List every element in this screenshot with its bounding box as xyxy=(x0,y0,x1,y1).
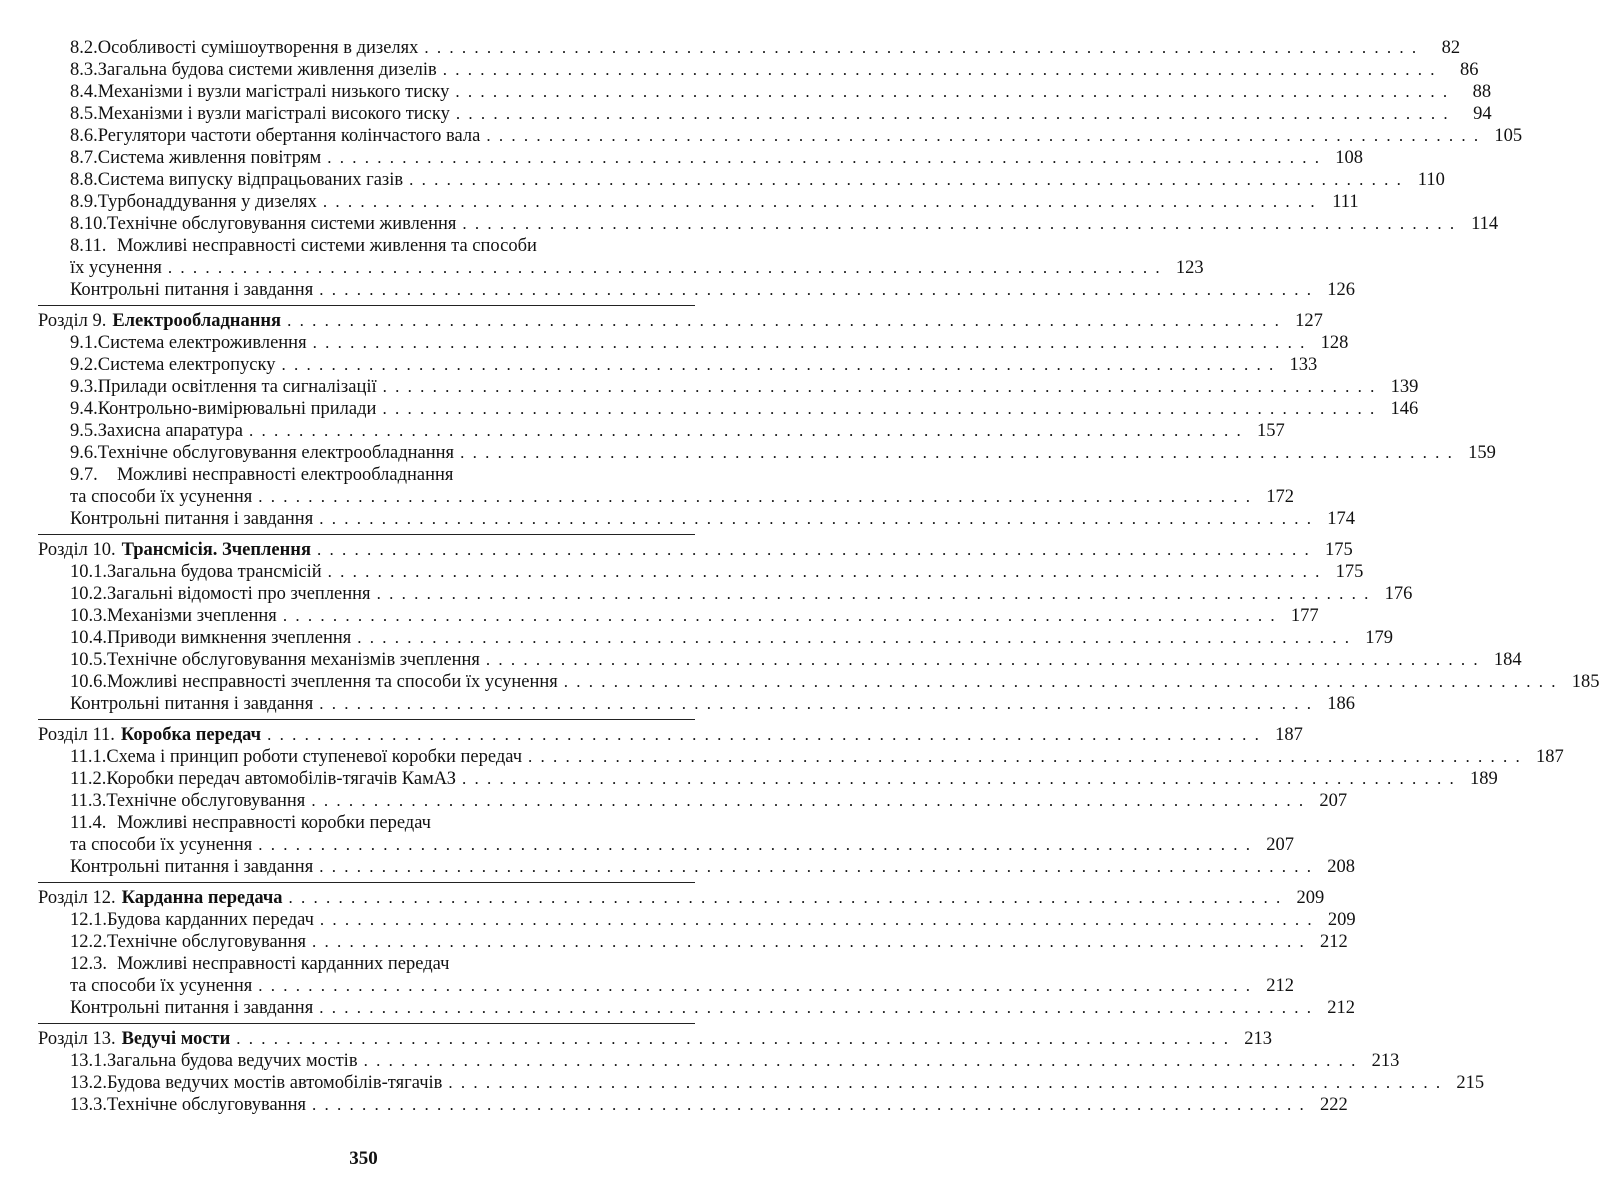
dot-leader: . . . . . . . . . . . . . . . . . . . . . . . . . . . . . . . . . . . . . . . . . . . . . . . . . . . . . . . . . . . . . . . . . . . . . . . . . . . . . . . . xyxy=(442,60,1437,79)
toc-chapter-row[interactable] xyxy=(0,1028,1273,1050)
page-ref: 184 xyxy=(1493,650,1522,670)
dot-leader: . . . . . . . . . . . . . . . . . . . . . . . . . . . . . . . . . . . . . . . . . . . . . . . . . . . . . . . . . . . . . . . . . . . . . . . . . . . . . . . . xyxy=(312,932,1306,951)
page-ref: 187 xyxy=(1275,725,1303,745)
section-title: Турбонаддування у дизелях xyxy=(97,192,317,212)
page-ref: 127 xyxy=(1295,311,1323,331)
section-title: Технічне обслуговування xyxy=(107,1095,306,1115)
page-ref: 133 xyxy=(1289,355,1318,375)
section-number: 10.1. xyxy=(70,562,107,582)
section-title: Загальні відомості про зчеплення xyxy=(107,584,371,604)
section-number: 8.2. xyxy=(70,38,98,58)
section-title: Регулятори частоти обертання колінчастого вала xyxy=(97,126,481,146)
dot-leader: . . . . . . . . . . . . . . . . . . . . . . . . . . . . . . . . . . . . . . . . . . . . . . . . . . . . . . . . . . . . . . . . . . . . . . . . . . . . . . . . xyxy=(409,170,1403,189)
section-number: 9.5. xyxy=(70,421,98,441)
toc-entry-row[interactable] xyxy=(0,834,1295,856)
page-ref: 123 xyxy=(1175,258,1204,278)
page-ref: 177 xyxy=(1290,606,1319,626)
section-divider xyxy=(38,882,695,883)
page-ref: 186 xyxy=(1327,694,1355,714)
toc-entry-row[interactable] xyxy=(0,975,1295,997)
toc-entry-row[interactable] xyxy=(0,442,1496,464)
toc-entry-row[interactable] xyxy=(0,746,1564,768)
dot-leader: . . . . . . . . . . . . . . . . . . . . . . . . . . . . . . . . . . . . . . . . . . . . . . . . . . . . . . . . . . . . . . . . . . . . . . . . . . . . . . . . xyxy=(319,857,1313,876)
section-title: Система випуску відпрацьованих газів xyxy=(97,170,404,190)
dot-leader: . . . . . . . . . . . . . . . . . . . . . . . . . . . . . . . . . . . . . . . . . . . . . . . . . . . . . . . . . . . . . . . . . . . . . . . . . . . . . . . . xyxy=(236,1029,1231,1048)
toc-chapter-row[interactable] xyxy=(0,724,1303,746)
page-ref: 175 xyxy=(1324,540,1353,560)
section-title: Технічне обслуговування системи живлення xyxy=(107,214,457,234)
page-ref: 209 xyxy=(1327,910,1356,930)
section-number: 9.3. xyxy=(70,377,98,397)
chapter-title: Ведучі мости xyxy=(121,1029,231,1049)
toc-entry-row[interactable] xyxy=(0,1072,1485,1094)
section-title: Коробки передач автомобілів-тягачів КамАЗ xyxy=(106,769,456,789)
section-title: Будова ведучих мостів автомобілів-тягачів xyxy=(107,1073,443,1093)
toc-entry-row[interactable] xyxy=(0,693,1355,715)
toc-entry-row[interactable] xyxy=(0,213,1499,235)
section-number: 10.5. xyxy=(70,650,107,670)
dot-leader: . . . . . . . . . . . . . . . . . . . . . . . . . . . . . . . . . . . . . . . . . . . . . . . . . . . . . . . . . . . . . . . . . . . . . . . . . . . . . . . . xyxy=(461,769,1456,788)
section-title: Можливі несправності коробки передач xyxy=(117,813,431,833)
section-title: та способи їх усунення xyxy=(70,976,253,996)
toc-chapter-row[interactable] xyxy=(0,310,1323,332)
section-title: Система електроживлення xyxy=(97,333,307,353)
dot-leader: . . . . . . . . . . . . . . . . . . . . . . . . . . . . . . . . . . . . . . . . . . . . . . . . . . . . . . . . . . . . . . . . . . . . . . . . . . . . . . . . xyxy=(312,1095,1306,1114)
toc-entry-row[interactable] xyxy=(0,191,1359,213)
page-ref: 213 xyxy=(1244,1029,1273,1049)
toc-entry-row[interactable] xyxy=(0,354,1318,376)
section-number: 9.2. xyxy=(70,355,98,375)
section-title: Система живлення повітрям xyxy=(97,148,322,168)
section-title: Прилади освітлення та сигналізації xyxy=(97,377,377,397)
section-number: 12.1. xyxy=(70,910,107,930)
section-number: 9.1. xyxy=(70,333,98,353)
section-title: Контрольні питання і завдання xyxy=(70,694,314,714)
page-ref: 175 xyxy=(1335,562,1364,582)
section-title: Технічне обслуговування механізмів зчеплення xyxy=(107,650,480,670)
dot-leader: . . . . . . . . . . . . . . . . . . . . . . . . . . . . . . . . . . . . . . . . . . . . . . . . . . . . . . . . . . . . . . . . . . . . . . . . . . . . . . . . xyxy=(287,311,1281,330)
chapter-title: Трансмісія. Зчеплення xyxy=(121,540,311,560)
dot-leader: . . . . . . . . . . . . . . . . . . . . . . . . . . . . . . . . . . . . . . . . . . . . . . . . . . . . . . . . . . . . . . . . . . . . . . . . . . . . . . . . xyxy=(322,192,1317,211)
section-title: Контрольні питання і завдання xyxy=(70,998,314,1018)
dot-leader: . . . . . . . . . . . . . . . . . . . . . . . . . . . . . . . . . . . . . . . . . . . . . . . . . . . . . . . . . . . . . . . . . . . . . . . . . . . . . . . . xyxy=(455,82,1450,101)
section-divider xyxy=(38,305,695,306)
toc-entry-row[interactable] xyxy=(0,909,1356,931)
toc-entry-row[interactable] xyxy=(0,235,727,257)
page-ref: 157 xyxy=(1256,421,1285,441)
toc-entry-row[interactable] xyxy=(0,420,1285,442)
section-number: 8.9. xyxy=(70,192,98,212)
section-title: Технічне обслуговування xyxy=(106,791,306,811)
toc-entry-row[interactable] xyxy=(0,147,1364,169)
toc-entry-row[interactable] xyxy=(0,649,1522,671)
toc-entry-row[interactable] xyxy=(0,790,1348,812)
table-of-contents xyxy=(0,37,1600,1116)
page-ref: 207 xyxy=(1319,791,1348,811)
dot-leader: . . . . . . . . . . . . . . . . . . . . . . . . . . . . . . . . . . . . . . . . . . . . . . . . . . . . . . . . . . . . . . . . . . . . . . . . . . . . . . . . xyxy=(282,606,1277,625)
section-number: 8.3. xyxy=(70,60,98,80)
toc-entry-row[interactable] xyxy=(0,332,1349,354)
section-number: 8.8. xyxy=(70,170,98,190)
page-ref: 86 xyxy=(1459,60,1479,80)
toc-entry-row[interactable] xyxy=(0,1094,1348,1116)
page-ref: 94 xyxy=(1473,104,1492,124)
page-ref: 110 xyxy=(1417,170,1445,190)
page-ref: 215 xyxy=(1456,1073,1485,1093)
dot-leader: . . . . . . . . . . . . . . . . . . . . . . . . . . . . . . . . . . . . . . . . . . . . . . . . . . . . . . . . . . . . . . . . . . . . . . . . . . . . . . . . xyxy=(563,672,1558,691)
section-number: 13.1. xyxy=(70,1051,107,1071)
section-title: Загальна будова системи живлення дизелів xyxy=(97,60,437,80)
section-title: Контрольно-вимірювальні прилади xyxy=(97,399,377,419)
section-title: їх усунення xyxy=(70,258,162,278)
dot-leader: . . . . . . . . . . . . . . . . . . . . . . . . . . . . . . . . . . . . . . . . . . . . . . . . . . . . . . . . . . . . . . . . . . . . . . . . . . . . . . . . xyxy=(316,540,1311,559)
section-number: 9.6. xyxy=(70,443,98,463)
page-ref: 212 xyxy=(1327,998,1355,1018)
toc-entry-row[interactable] xyxy=(0,812,727,834)
dot-leader: . . . . . . . . . . . . . . . . . . . . . . . . . . . . . . . . . . . . . . . . . . . . . . . . . . . . . . . . . . . . . . . . . . . . . . . . . . . . . . . . xyxy=(363,1051,1358,1070)
section-title: Можливі несправності електрообладнання xyxy=(117,465,454,485)
section-title: Контрольні питання і завдання xyxy=(70,509,314,529)
section-number: 9.4. xyxy=(70,399,98,419)
toc-entry-row[interactable] xyxy=(0,81,1492,103)
toc-entry-row[interactable] xyxy=(0,856,1355,878)
toc-entry-row[interactable] xyxy=(0,561,1364,583)
page-ref: 187 xyxy=(1536,747,1564,767)
section-title: Особливості сумішоутворення в дизелях xyxy=(97,38,419,58)
section-title: Приводи вимкнення зчеплення xyxy=(107,628,352,648)
page-ref: 208 xyxy=(1327,857,1355,877)
section-title: Контрольні питання і завдання xyxy=(70,857,314,877)
section-number: 11.2. xyxy=(70,769,107,789)
chapter-title: Електрообладнання xyxy=(112,311,282,331)
toc-entry-row[interactable] xyxy=(0,768,1498,790)
section-title: Будова карданних передач xyxy=(107,910,314,930)
page-number: 350 xyxy=(349,1148,378,1169)
section-number: 8.6. xyxy=(70,126,98,146)
page-ref: 212 xyxy=(1320,932,1348,952)
toc-chapter-row[interactable] xyxy=(0,539,1353,561)
page-ref: 82 xyxy=(1441,38,1461,58)
section-title: Можливі несправності зчеплення та способи їх усунення xyxy=(107,672,558,692)
dot-leader: . . . . . . . . . . . . . . . . . . . . . . . . . . . . . . . . . . . . . . . . . . . . . . . . . . . . . . . . . . . . . . . . . . . . . . . . . . . . . . . . xyxy=(311,791,1306,810)
section-number: 8.7. xyxy=(70,148,98,168)
section-number: 12.2. xyxy=(70,932,107,952)
section-number: 8.10. xyxy=(70,214,107,234)
toc-entry-row[interactable] xyxy=(0,37,1461,59)
page-ref: 126 xyxy=(1327,280,1355,300)
page-ref: 212 xyxy=(1266,976,1295,996)
dot-leader: . . . . . . . . . . . . . . . . . . . . . . . . . . . . . . . . . . . . . . . . . . . . . . . . . . . . . . . . . . . . . . . . . . . . . . . . . . . . . . . . xyxy=(167,258,1162,277)
section-number: 10.2. xyxy=(70,584,107,604)
page-ref: 189 xyxy=(1469,769,1498,789)
section-title: Технічне обслуговування електрообладнання xyxy=(97,443,455,463)
section-title: Механізми зчеплення xyxy=(107,606,277,626)
dot-leader: . . . . . . . . . . . . . . . . . . . . . . . . . . . . . . . . . . . . . . . . . . . . . . . . . . . . . . . . . . . . . . . . . . . . . . . . . . . . . . . . xyxy=(448,1073,1443,1092)
page-ref: 207 xyxy=(1266,835,1295,855)
dot-leader: . . . . . . . . . . . . . . . . . . . . . . . . . . . . . . . . . . . . . . . . . . . . . . . . . . . . . . . . . . . . . . . . . . . . . . . . . . . . . . . . xyxy=(319,998,1313,1017)
section-title: Захисна апаратура xyxy=(97,421,243,441)
section-title: та способи їх усунення xyxy=(70,487,253,507)
toc-entry-row[interactable] xyxy=(0,605,1319,627)
toc-entry-row[interactable] xyxy=(0,931,1348,953)
dot-leader: . . . . . . . . . . . . . . . . . . . . . . . . . . . . . . . . . . . . . . . . . . . . . . . . . . . . . . . . . . . . . . . . . . . . . . . . . . . . . . . . xyxy=(281,355,1276,374)
section-title: Технічне обслуговування xyxy=(107,932,306,952)
page-ref: 222 xyxy=(1320,1095,1348,1115)
dot-leader: . . . . . . . . . . . . . . . . . . . . . . . . . . . . . . . . . . . . . . . . . . . . . . . . . . . . . . . . . . . . . . . . . . . . . . . . . . . . . . . . xyxy=(462,214,1457,233)
page-ref: 114 xyxy=(1471,214,1499,234)
chapter-label: Розділ 13. xyxy=(38,1029,116,1049)
dot-leader: . . . . . . . . . . . . . . . . . . . . . . . . . . . . . . . . . . . . . . . . . . . . . . . . . . . . . . . . . . . . . . . . . . . . . . . . . . . . . . . . xyxy=(258,976,1253,995)
page-ref: 176 xyxy=(1384,584,1413,604)
toc-entry-row[interactable] xyxy=(0,464,727,486)
toc-chapter-row[interactable] xyxy=(0,887,1325,909)
toc-entry-row[interactable] xyxy=(0,486,1295,508)
toc-entry-row[interactable] xyxy=(0,508,1355,530)
section-number: 8.4. xyxy=(70,82,98,102)
section-title: Контрольні питання і завдання xyxy=(70,280,314,300)
page-ref: 146 xyxy=(1390,399,1419,419)
chapter-title: Коробка передач xyxy=(120,725,262,745)
page-ref: 105 xyxy=(1494,126,1523,146)
chapter-title: Карданна передача xyxy=(121,888,283,908)
section-title: Механізми і вузли магістралі низького тиску xyxy=(97,82,450,102)
section-number: 8.11. xyxy=(70,236,107,256)
section-title: Загальна будова трансмісій xyxy=(107,562,322,582)
chapter-label: Розділ 9. xyxy=(38,311,107,331)
chapter-label: Розділ 11. xyxy=(38,725,115,745)
section-title: Можливі несправності системи живлення та способи xyxy=(117,236,537,256)
toc-entry-row[interactable] xyxy=(0,279,1355,301)
section-divider xyxy=(38,719,695,720)
page-ref: 179 xyxy=(1365,628,1394,648)
dot-leader: . . . . . . . . . . . . . . . . . . . . . . . . . . . . . . . . . . . . . . . . . . . . . . . . . . . . . . . . . . . . . . . . . . . . . . . . . . . . . . . . xyxy=(267,725,1261,744)
toc-entry-row[interactable] xyxy=(0,398,1419,420)
toc-entry-row[interactable] xyxy=(0,1050,1400,1072)
toc-entry-row[interactable] xyxy=(0,953,727,975)
dot-leader: . . . . . . . . . . . . . . . . . . . . . . . . . . . . . . . . . . . . . . . . . . . . . . . . . . . . . . . . . . . . . . . . . . . . . . . . . . . . . . . . xyxy=(319,280,1313,299)
section-number: 10.3. xyxy=(70,606,107,626)
toc-entry-row[interactable] xyxy=(0,257,1204,279)
page-ref: 172 xyxy=(1266,487,1295,507)
chapter-label: Розділ 12. xyxy=(38,888,116,908)
toc-entry-row[interactable] xyxy=(0,997,1355,1019)
page-ref: 213 xyxy=(1371,1051,1400,1071)
section-title: Система електропуску xyxy=(97,355,276,375)
toc-entry-row[interactable] xyxy=(0,671,1600,693)
section-number: 10.4. xyxy=(70,628,107,648)
section-number: 9.7. xyxy=(70,465,98,485)
dot-leader: . . . . . . . . . . . . . . . . . . . . . . . . . . . . . . . . . . . . . . . . . . . . . . . . . . . . . . . . . . . . . . . . . . . . . . . . . . . . . . . . xyxy=(460,443,1454,462)
dot-leader: . . . . . . . . . . . . . . . . . . . . . . . . . . . . . . . . . . . . . . . . . . . . . . . . . . . . . . . . . . . . . . . . . . . . . . . . . . . . . . . . xyxy=(327,148,1322,167)
section-number: 13.3. xyxy=(70,1095,107,1115)
dot-leader: . . . . . . . . . . . . . . . . . . . . . . . . . . . . . . . . . . . . . . . . . . . . . . . . . . . . . . . . . . . . . . . . . . . . . . . . . . . . . . . . xyxy=(312,333,1307,352)
dot-leader: . . . . . . . . . . . . . . . . . . . . . . . . . . . . . . . . . . . . . . . . . . . . . . . . . . . . . . . . . . . . . . . . . . . . . . . . . . . . . . . . xyxy=(288,888,1283,907)
toc-entry-row[interactable] xyxy=(0,125,1523,147)
dot-leader: . . . . . . . . . . . . . . . . . . . . . . . . . . . . . . . . . . . . . . . . . . . . . . . . . . . . . . . . . . . . . . . . . . . . . . . . . . . . . . . . xyxy=(319,509,1313,528)
dot-leader: . . . . . . . . . . . . . . . . . . . . . . . . . . . . . . . . . . . . . . . . . . . . . . . . . . . . . . . . . . . . . . . . . . . . . . . . . . . . . . . . xyxy=(485,650,1480,669)
dot-leader: . . . . . . . . . . . . . . . . . . . . . . . . . . . . . . . . . . . . . . . . . . . . . . . . . . . . . . . . . . . . . . . . . . . . . . . . . . . . . . . . xyxy=(319,694,1313,713)
dot-leader: . . . . . . . . . . . . . . . . . . . . . . . . . . . . . . . . . . . . . . . . . . . . . . . . . . . . . . . . . . . . . . . . . . . . . . . . . . . . . . . . xyxy=(357,628,1352,647)
section-title: та способи їх усунення xyxy=(70,835,253,855)
section-divider xyxy=(38,534,695,535)
page-ref: 139 xyxy=(1390,377,1419,397)
page-ref: 108 xyxy=(1335,148,1364,168)
page-ref: 159 xyxy=(1468,443,1496,463)
dot-leader: . . . . . . . . . . . . . . . . . . . . . . . . . . . . . . . . . . . . . . . . . . . . . . . . . . . . . . . . . . . . . . . . . . . . . . . . . . . . . . . . xyxy=(486,126,1481,145)
section-number: 12.3. xyxy=(70,954,107,974)
toc-entry-row[interactable] xyxy=(0,103,1492,125)
page-ref: 88 xyxy=(1472,82,1492,102)
section-number: 11.3. xyxy=(70,791,107,811)
page-ref: 111 xyxy=(1332,192,1359,212)
dot-leader: . . . . . . . . . . . . . . . . . . . . . . . . . . . . . . . . . . . . . . . . . . . . . . . . . . . . . . . . . . . . . . . . . . . . . . . . . . . . . . . . xyxy=(382,377,1377,396)
toc-entry-row[interactable] xyxy=(0,627,1394,649)
section-number: 11.1. xyxy=(70,747,107,767)
dot-leader: . . . . . . . . . . . . . . . . . . . . . . . . . . . . . . . . . . . . . . . . . . . . . . . . . . . . . . . . . . . . . . . . . . . . . . . . . . . . . . . . xyxy=(319,910,1314,929)
section-title: Можливі несправності карданних передач xyxy=(117,954,450,974)
dot-leader: . . . . . . . . . . . . . . . . . . . . . . . . . . . . . . . . . . . . . . . . . . . . . . . . . . . . . . . . . . . . . . . . . . . . . . . . . . . . . . . . xyxy=(248,421,1243,440)
dot-leader: . . . . . . . . . . . . . . . . . . . . . . . . . . . . . . . . . . . . . . . . . . . . . . . . . . . . . . . . . . . . . . . . . . . . . . . . . . . . . . . . xyxy=(327,562,1322,581)
toc-entry-row[interactable] xyxy=(0,376,1419,398)
page-ref: 174 xyxy=(1327,509,1355,529)
section-divider xyxy=(38,1023,695,1024)
section-title: Механізми і вузли магістралі високого тиску xyxy=(97,104,450,124)
dot-leader: . . . . . . . . . . . . . . . . . . . . . . . . . . . . . . . . . . . . . . . . . . . . . . . . . . . . . . . . . . . . . . . . . . . . . . . . . . . . . . . . xyxy=(376,584,1371,603)
toc-entry-row[interactable] xyxy=(0,583,1413,605)
dot-leader: . . . . . . . . . . . . . . . . . . . . . . . . . . . . . . . . . . . . . . . . . . . . . . . . . . . . . . . . . . . . . . . . . . . . . . . . . . . . . . . . xyxy=(455,104,1450,123)
page-ref: 209 xyxy=(1296,888,1325,908)
dot-leader: . . . . . . . . . . . . . . . . . . . . . . . . . . . . . . . . . . . . . . . . . . . . . . . . . . . . . . . . . . . . . . . . . . . . . . . . . . . . . . . . xyxy=(258,835,1253,854)
section-number: 8.5. xyxy=(70,104,98,124)
toc-entry-row[interactable] xyxy=(0,59,1479,81)
section-title: Схема і принцип роботи ступеневої коробки передач xyxy=(106,747,523,767)
page-ref: 185 xyxy=(1571,672,1600,692)
section-number: 11.4. xyxy=(70,813,107,833)
section-number: 10.6. xyxy=(70,672,107,692)
section-title: Загальна будова ведучих мостів xyxy=(107,1051,358,1071)
dot-leader: . . . . . . . . . . . . . . . . . . . . . . . . . . . . . . . . . . . . . . . . . . . . . . . . . . . . . . . . . . . . . . . . . . . . . . . . . . . . . . . . xyxy=(528,747,1522,766)
chapter-label: Розділ 10. xyxy=(38,540,116,560)
section-number: 13.2. xyxy=(70,1073,107,1093)
dot-leader: . . . . . . . . . . . . . . . . . . . . . . . . . . . . . . . . . . . . . . . . . . . . . . . . . . . . . . . . . . . . . . . . . . . . . . . . . . . . . . . . xyxy=(424,38,1419,57)
page-ref: 128 xyxy=(1320,333,1349,353)
dot-leader: . . . . . . . . . . . . . . . . . . . . . . . . . . . . . . . . . . . . . . . . . . . . . . . . . . . . . . . . . . . . . . . . . . . . . . . . . . . . . . . . xyxy=(382,399,1377,418)
dot-leader: . . . . . . . . . . . . . . . . . . . . . . . . . . . . . . . . . . . . . . . . . . . . . . . . . . . . . . . . . . . . . . . . . . . . . . . . . . . . . . . . xyxy=(258,487,1253,506)
toc-entry-row[interactable] xyxy=(0,169,1445,191)
